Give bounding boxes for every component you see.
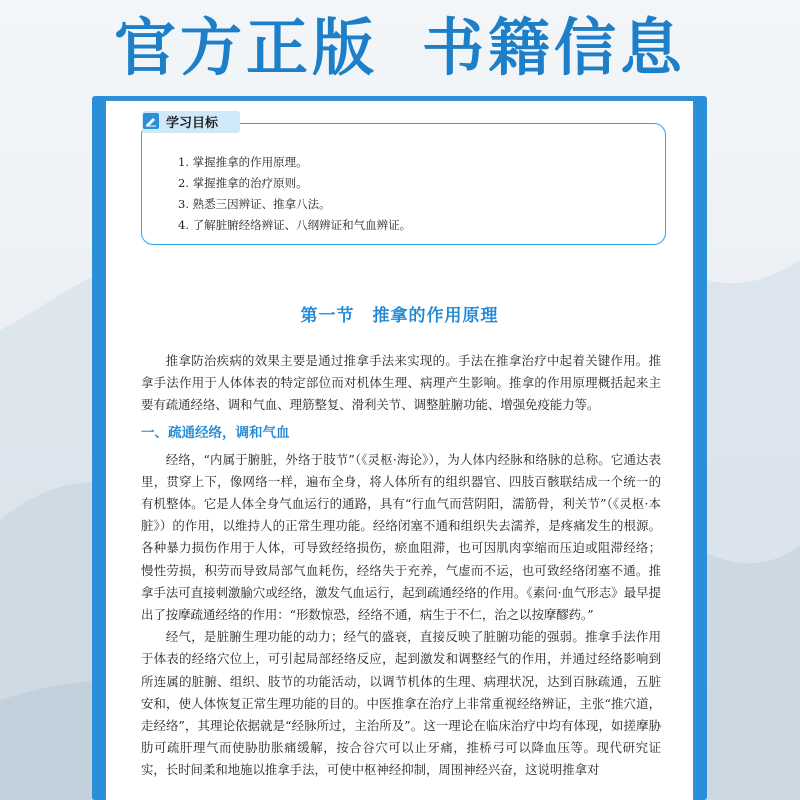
body-paragraph: 经络，“内属于腑脏，外络于肢节”（《灵枢·海论》），为人体内经脉和络脉的总称。它通达表里，贯穿上下，像网络一样，遍布全身，将人体所有的组织器官、四肢百骸联结成一个统一的有机整体。它是人体全身气血运行的通路，具有“行血气而营阴阳，濡筋骨，利关节”（《灵枢·本脏》）的作用，以维持人的正常生理功能。经络闭塞不通和组织失去濡养，是疼痛发生的根源。各种暴力损伤作用于人体，可导致经络损伤，瘀血阻滞，也可因肌肉挛缩而压迫或阻滞经络；慢性劳损，积劳而导致局部气血耗伤，经络失于充养，气虚而不运，也可致经络闭塞不通。推拿手法可直接刺激腧穴或经络，激发气血运行，起到疏通经络的作用。《素问·血气形志》最早提出了按摩疏通经络的作用：“形数惊恐，经络不通，病生于不仁，治之以按摩醪药。” — [141, 451, 661, 623]
pencil-icon — [143, 113, 159, 129]
learning-goals-list — [178, 152, 411, 236]
goal-item: 2. 掌握推拿的治疗原则。 — [178, 176, 308, 190]
banner-title-right: 书籍信息 — [422, 11, 687, 84]
subheading: 一、疏通经络，调和气血 — [141, 424, 290, 441]
banner-title-left: 官方正版 — [113, 11, 378, 84]
goal-item: 4. 了解脏腑经络辨证、八纲辨证和气血辨证。 — [178, 218, 412, 232]
body-text — [141, 350, 661, 782]
intro-paragraph: 推拿防治疾病的效果主要是通过推拿手法来实现的。手法在推拿治疗中起着关键作用。推拿手法作用于人体体表的特定部位而对机体生理、病理产生影响。推拿的作用原理概括起来主要有疏通经络、调和气血、理筋整复、滑利关节、调整脏腑功能、增强免疫能力等。 — [141, 353, 661, 413]
section-title: 第一节 推拿的作用原理 — [300, 306, 499, 326]
learning-goals-title: 学习目标 — [166, 116, 219, 131]
goal-item: 3. 熟悉三因辨证、推拿八法。 — [178, 197, 331, 211]
body-paragraph: 经气，是脏腑生理功能的动力；经气的盛衰，直接反映了脏腑功能的强弱。推拿手法作用于体表的经络穴位上，可引起局部经络反应，起到激发和调整经气的作用，并通过经络影响到所连属的脏腑、组织、肢节的功能活动，以调节机体的生理、病理状况，达到百脉疏通，五脏安和，使人体恢复正常生理功能的目的。中医推拿在治疗上非常重视经络辨证，主张“推穴道，走经络”，其理论依据就是“经脉所过，主治所及”。这一理论在临床治疗中均有体现，如搓摩胁肋可疏肝理气而使胁肋胀痛缓解，按合谷穴可以止牙痛，推桥弓可以降血压等。现代研究证实，长时间柔和地施以推拿手法，可使中枢神经抑制，周围神经兴奋，这说明推拿对 — [141, 629, 661, 778]
goal-item: 1. 掌握推拿的作用原理。 — [178, 155, 308, 169]
banner-title — [0, 0, 800, 100]
book-page — [106, 101, 693, 800]
